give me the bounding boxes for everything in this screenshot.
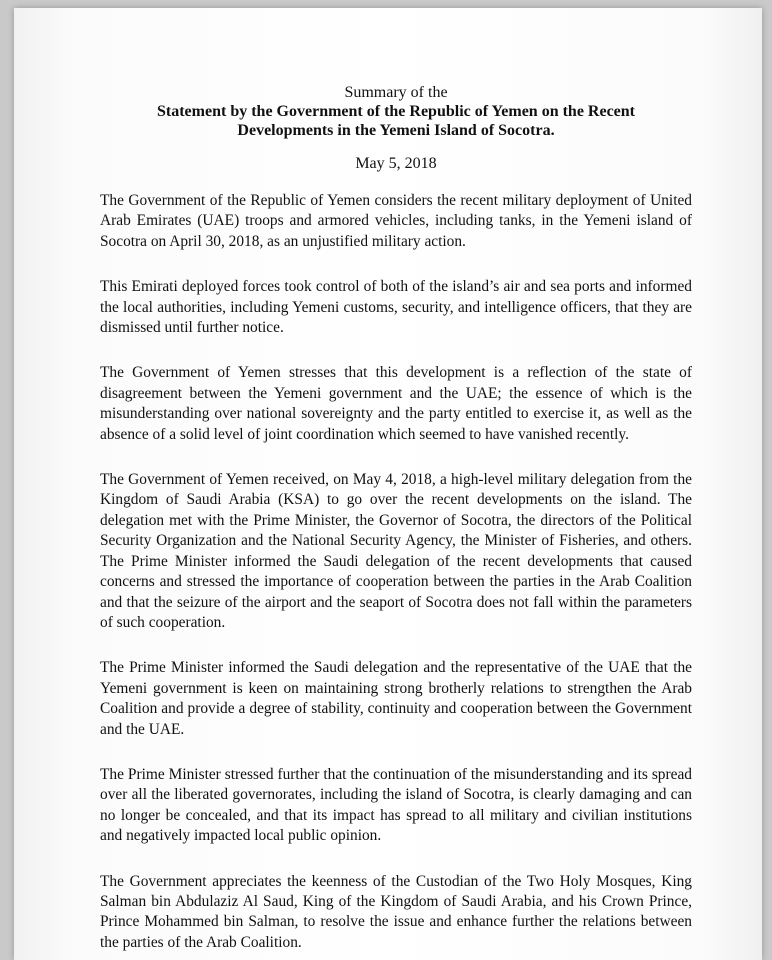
paragraph-5: The Prime Minister informed the Saudi delegation and the representative of the UAE that the Yemeni government is keen on maintaining strong brotherly relations to strengthen the Arab Coalition and provide a degree of stability, continuity and cooperation between the Government and the UAE. [100,659,692,738]
document-content [100,83,692,953]
paragraph-1: The Government of the Republic of Yemen considers the recent military deployment of United Arab Emirates (UAE) troops and armored vehicles, including tanks, in the Yemeni island of Socotra on April 30, 2018, as an unjustified military action. [100,192,692,250]
paragraph-7: The Government appreciates the keenness of the Custodian of the Two Holy Mosques, King Salman bin Abdulaziz Al Saud, King of the Kingdom of Saudi Arabia, and his Crown Prince, Prince Mohammed bin Salman, to resolve the issue and enhance further the relations between the parties of the Arab Coalition. [100,872,692,951]
statement-date: May 5, 2018 [355,155,437,172]
paragraph-2: This Emirati deployed forces took control of both of the island’s air and sea ports and informed the local authorities, including Yemeni customs, security, and intelligence officers, that they are dismissed until further notice. [100,278,692,337]
heading-summary: Summary of the [344,84,448,101]
paragraph-4: The Government of Yemen received, on May 4, 2018, a high-level military delegation from the Kingdom of Saudi Arabia (KSA) to go over the recent developments on the island. The delegation met with the Prime Minister, the Governor of Socotra, the directors of the Political Security Organization and the National Security Agency, the Minister of Fisheries, and others. The Prime Minister informed the Saudi delegation of the recent developments that caused concerns and stressed the importance of cooperation between the parties in the Arab Coalition and that the seizure of the airport and the seaport of Socotra does not fall within the parameters of such cooperation. [100,471,692,631]
heading-title-line1: Statement by the Government of the Republic of Yemen on the Recent [157,103,635,120]
document-page [14,8,762,960]
paragraph-6: The Prime Minister stressed further that the continuation of the misunderstanding and its spread over all the liberated governorates, including the island of Socotra, is clearly damaging and can no longer be concealed, and that its impact has spread to all military and civilian institutions and negatively impacted local public opinion. [100,765,692,845]
heading-title-line2: Developments in the Yemeni Island of Socotra. [237,122,555,139]
paragraph-3: The Government of Yemen stresses that this development is a reflection of the state of disagreement between the Yemeni government and the UAE; the essence of which is the misunderstanding over national sovereignty and the party entitled to exercise it, as well as the absence of a solid level of joint coordination which seemed to have vanished recently. [100,364,692,443]
